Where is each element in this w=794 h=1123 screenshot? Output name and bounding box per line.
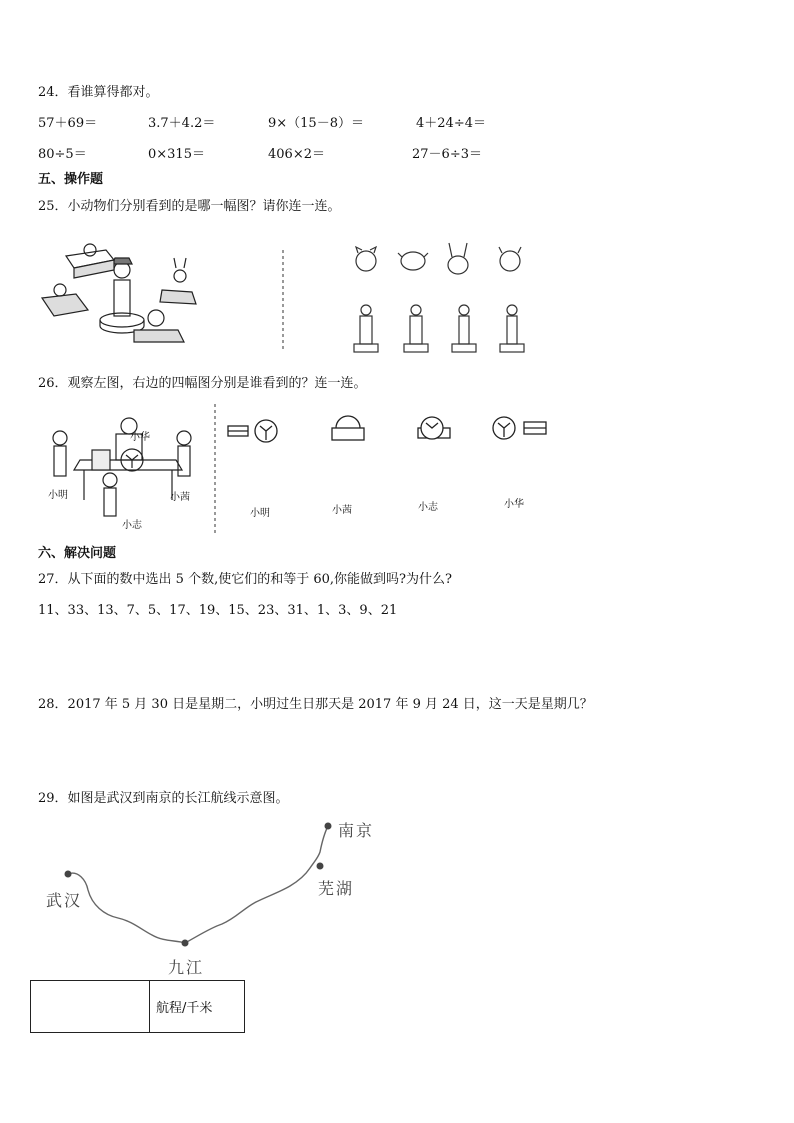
- q24-expr-6: 0×315＝: [148, 147, 205, 162]
- q29-route-table: [30, 980, 245, 1033]
- q24-expr-3: 9×（15－8）＝: [268, 116, 364, 131]
- q25-title: 25．小动物们分别看到的是哪一幅图？请你连一连。: [38, 199, 341, 214]
- q27-numbers: 11、33、13、7、5、17、19、15、23、31、1、3、9、21: [38, 603, 398, 618]
- q26-scene-label-xiaoming: 小明: [48, 490, 68, 501]
- q28-title: 28．2017 年 5 月 30 日是星期二，小明过生日那天是 2017 年 9 月 24 日，这一天是星期几？: [38, 697, 593, 712]
- q29-city-jiujiang: 九江: [168, 958, 205, 977]
- q26-scene-label-xiaohua: 小华: [130, 432, 150, 443]
- q29-city-wuhan: 武汉: [46, 891, 83, 910]
- section-5-heading: 五、操作题: [38, 172, 104, 187]
- q26-answer-label-4: 小华: [504, 499, 524, 510]
- q26-scene-label-xiaozhi: 小志: [122, 520, 142, 531]
- q26-answer-label-3: 小志: [418, 502, 438, 513]
- q24-expr-5: 80÷5＝: [38, 147, 87, 162]
- q29-table-header: 航程/千米: [150, 981, 245, 1033]
- q29-title: 29．如图是武汉到南京的长江航线示意图。: [38, 791, 289, 806]
- q26-answer-label-1: 小明: [250, 508, 270, 519]
- q26-answer-label-2: 小茜: [332, 505, 352, 516]
- q24-expr-8: 27－6÷3＝: [412, 147, 482, 162]
- section-6-heading: 六、解决问题: [38, 546, 117, 561]
- q29-table-blank-cell: [31, 981, 150, 1033]
- q29-city-wuhu: 芜湖: [318, 879, 355, 898]
- q26-scene-label-xiaoqian: 小茜: [170, 492, 190, 503]
- q27-title: 27．从下面的数中选出 5 个数,使它们的和等于 60,你能做到吗?为什么?: [38, 572, 452, 587]
- q24-title: 24．看谁算得都对。: [38, 85, 159, 100]
- q29-city-nanjing: 南京: [338, 821, 375, 840]
- q24-expr-4: 4＋24÷4＝: [416, 116, 486, 131]
- q24-expr-7: 406×2＝: [268, 147, 325, 162]
- q26-title: 26．观察左图，右边的四幅图分别是谁看到的？连一连。: [38, 376, 367, 391]
- q24-expr-2: 3.7＋4.2＝: [148, 116, 216, 131]
- q24-expr-1: 57＋69＝: [38, 116, 98, 131]
